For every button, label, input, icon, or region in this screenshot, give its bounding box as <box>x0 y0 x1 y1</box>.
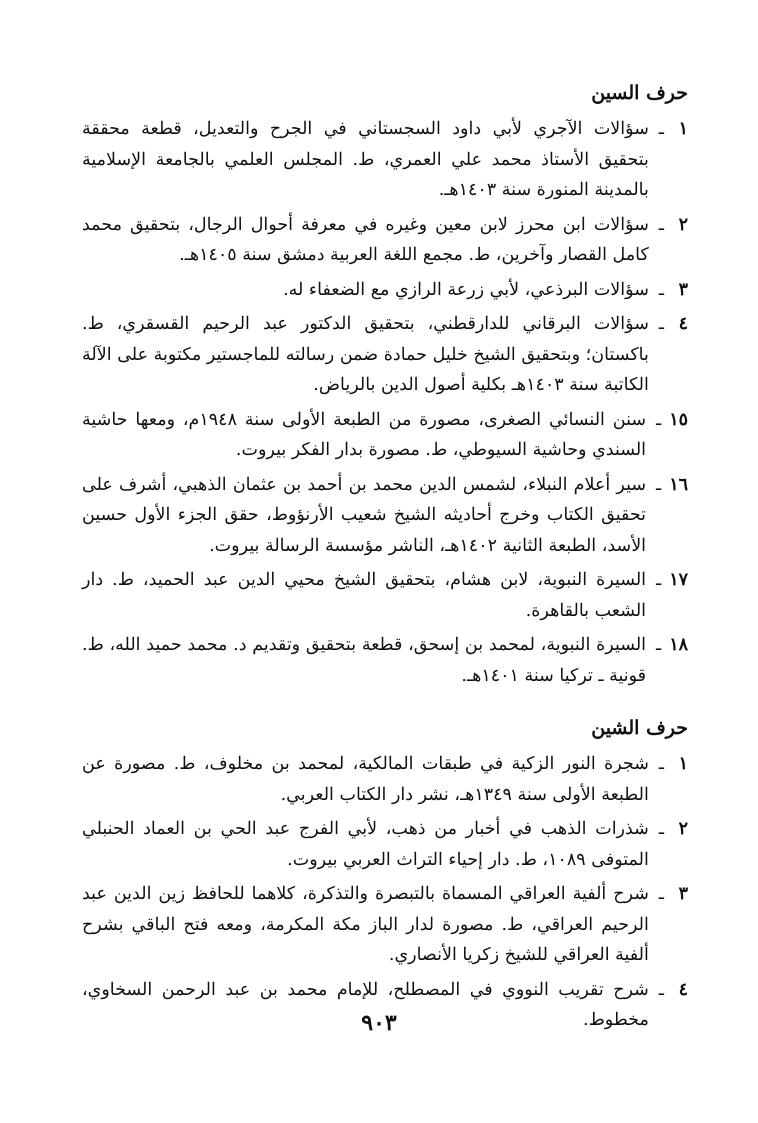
entry-number: ٢ <box>678 819 688 839</box>
entry-text: شرح ألفية العراقي المسماة بالتبصرة والتذكرة، كلاهما للحافظ زين الدين عبد الرحيم العراقي، ط. مصورة لدار الباز مكة المكرمة، ومعه فتح الباقي بشرح ألفية العراقي للشيخ زكريا الأنصاري. <box>82 884 649 965</box>
section-harf-al-sin <box>82 78 688 691</box>
entry-text: شذرات الذهب في أخبار من ذهب، لأبي الفرج عبد الحي بن العماد الحنبلي المتوفى ١٠٨٩، ط. دار إحياء التراث العربي بيروت. <box>82 819 649 870</box>
entry-dash: ـ <box>658 819 664 839</box>
entry-dash: ـ <box>658 979 664 1000</box>
entry-number: ١٧ <box>669 570 688 590</box>
entry-number: ١ <box>678 119 688 139</box>
bibliography-entry <box>82 210 688 271</box>
entry-dash: ـ <box>656 409 662 430</box>
entry-number: ٣ <box>678 279 688 300</box>
entry-text: سؤالات ابن محرز لابن معين وغيره في معرفة أحوال الرجال، بتحقيق محمد كامل القصار وآخرين، ط. مجمع اللغة العربية دمشق سنة ١٤٠٥هـ. <box>82 214 649 265</box>
entry-number: ١٨ <box>669 635 688 655</box>
bibliography-entry <box>82 879 688 971</box>
entry-text: شجرة النور الزكية في طبقات المالكية، لمحمد بن مخلوف، ط. مصورة عن الطبعة الأولى سنة ١٣٤٩هـ، نشر دار الكتاب العربي. <box>82 754 649 805</box>
bibliography-entry <box>82 309 688 401</box>
entry-text: السيرة النبوية، لمحمد بن إسحق، قطعة بتحقيق وتقديم د. محمد حميد الله، ط. قونية ـ تركيا سنة ١٤٠١هـ. <box>82 635 647 686</box>
entry-dash: ـ <box>658 279 664 300</box>
bibliography-entry <box>82 470 688 562</box>
entry-text: سؤالات البرقاني للدارقطني، بتحقيق الدكتور عبد الرحيم القسقري، ط. باكستان؛ وبتحقيق الشيخ خليل حمادة ضمن رسالته للماجستير مكتوبة على الآلة الكاتبة سنة ١٤٠٣هـ بكلية أصول الدين بالرياض. <box>82 314 649 395</box>
bibliography-entry <box>82 814 688 875</box>
entry-number: ١٥ <box>669 409 688 430</box>
entry-number: ٤ <box>678 314 688 334</box>
entry-text: سؤالات الآجري لأبي داود السجستاني في الجرح والتعديل، قطعة محققة بتحقيق الأستاذ محمد علي العمري، ط. المجلس العلمي بالجامعة الإسلامية بالمدينة المنورة سنة ١٤٠٣هـ. <box>82 119 649 200</box>
entry-dash: ـ <box>658 754 664 774</box>
entry-number: ١٦ <box>669 474 688 495</box>
entry-dash: ـ <box>656 474 662 495</box>
entry-text: سير أعلام النبلاء، لشمس الدين محمد بن أحمد بن عثمان الذهبي، أشرف على تحقيق الكتاب وخرج أحاديثه الشيخ شعيب الأرنؤوط، حقق الجزء الأول حسين الأسد، الطبعة الثانية ١٤٠٢هـ، الناشر مؤسسة الرسالة بيروت. <box>82 474 647 556</box>
section-harf-al-shin <box>82 713 688 1036</box>
entry-text: سؤالات البرذعي، لأبي زرعة الرازي مع الضعفاء له. <box>283 279 649 300</box>
bibliography-entry <box>82 405 688 466</box>
bibliography-entry <box>82 565 688 626</box>
bibliography-entry <box>82 114 688 206</box>
entry-dash: ـ <box>658 314 664 334</box>
entry-number: ٣ <box>678 884 688 904</box>
entry-dash: ـ <box>658 119 664 139</box>
entry-number: ١ <box>678 754 688 774</box>
page-number: ٩٠٣ <box>361 1010 397 1036</box>
entry-text: شرح تقريب النووي في المصطلح، للإمام محمد بن عبد الرحمن السخاوي، مخطوط. <box>82 979 649 1030</box>
entry-dash: ـ <box>656 635 662 655</box>
entry-dash: ـ <box>658 884 664 904</box>
entry-dash: ـ <box>658 214 664 235</box>
entry-text: سنن النسائي الصغرى، مصورة من الطبعة الأولى سنة ١٩٤٨م، ومعها حاشية السندي وحاشية السيوطي، ط. مصورة بدار الفكر بيروت. <box>82 409 647 460</box>
entry-number: ٢ <box>678 214 688 235</box>
entry-text: السيرة النبوية، لابن هشام، بتحقيق الشيخ محيي الدين عبد الحميد، ط. دار الشعب بالقاهرة. <box>82 570 647 621</box>
entry-number: ٤ <box>678 979 688 1000</box>
bibliography-entry <box>82 749 688 810</box>
bibliography-entry <box>82 630 688 691</box>
bibliography-entry <box>82 275 688 306</box>
section-heading: حرف السين <box>591 82 688 104</box>
entry-dash: ـ <box>656 570 662 590</box>
section-heading: حرف الشين <box>591 717 688 739</box>
